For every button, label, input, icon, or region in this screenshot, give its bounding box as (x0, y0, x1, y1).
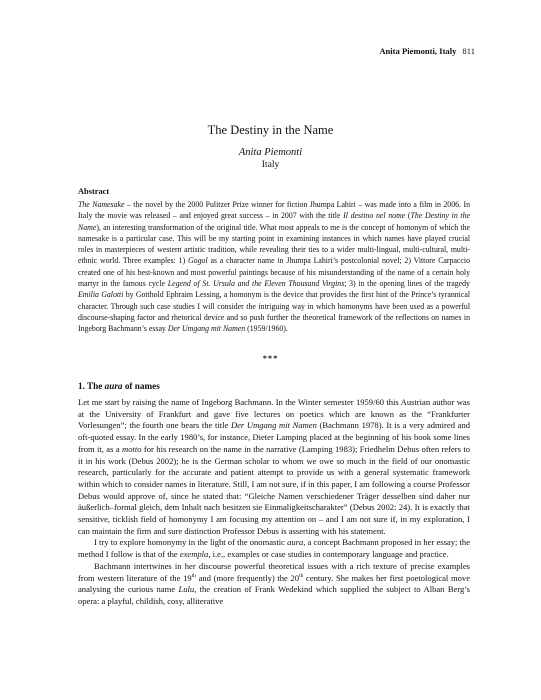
abstract-italic: Legend of St. Ursula and the Eleven Thousand Virgins (167, 279, 345, 289)
running-head-author: Anita Piemonti, Italy (379, 46, 457, 56)
italic-run: motto (122, 443, 142, 454)
text-run: I try to explore homonymy in the light of the onomastic (94, 537, 288, 548)
superscript: th (191, 572, 196, 579)
text-run: Let me start by raising the name of Ingeborg Bachmann. In the Winter semester 1959/60 this Austrian author was at the University of Frankfurt and gave five lectures on poetics which are known as the “Frankfurter Vorlesungen”; the fourth one bears the title (78, 397, 470, 431)
section-heading-text: of names (122, 381, 160, 391)
abstract-italic: Gogol (188, 256, 208, 266)
section-heading-italic: aura (104, 381, 123, 391)
abstract-text-run: as a character name in Jhumpa Lahiri’s postcolonial novel; 2) Vittore Carpaccio created one of his best-known and most powerful paintings because of his misunderstanding of the name of a certain holy martyr in the famous cycle (78, 256, 470, 289)
text-run: Bachmann intertwines in her discourse powerful theoretical issues with a rich texture of precise examples from western literature of the 19 (78, 560, 470, 583)
text-run: , i.e., examples or case studies in contemporary language and practice. (208, 549, 449, 560)
text-run: , the creation of Frank Wedekind which supplied the subject to Alban Berg’s opera: a playful, childish, cosy, alliterative (78, 584, 470, 606)
abstract-paragraph (78, 199, 470, 335)
abstract-text-run: ), an interesting transformation of the original title. What most appeals to me is the concept of homonym of which the namesake is a particular case. This will be my starting point in examining instances in which names have played crucial roles in masterpieces of western artistic tradition, while revealing their ties to a wider multi-lingual, multi-cultural, multi-ethnic world. Three examples: 1) (78, 222, 470, 266)
page-number: 811 (462, 46, 475, 56)
section-separator: *** (262, 354, 279, 363)
abstract-heading: Abstract (78, 187, 110, 196)
abstract-text (78, 199, 470, 335)
abstract-italic: The Namesake (78, 200, 125, 209)
body-text (78, 397, 470, 608)
text-run: for his research on the name in the narrative (Lamping 1983); Friedhelm Debus often refers to it in his work (Debus 2002); he is the German scholar to whom we owe so much in the field of our onomastic research, particularly for the accurate and patient attempt to provide us with a general systematic framework within which to consider names in literature. Still, I am not sure, if in this paper, I am following a course Professor Debus would approve of, since he stated that: “Gleiche Namen verschiedener Träger desselben sind daher nur äußerlich–formal gleich, dem Inhalt nach besitzen sie Einmaligkeitscharakter” (Debus 2002: 24). It is exactly that sensitive, ticklish field of homonymy I am focusing my attention on – and I am not sure if, in my exploration, I can maintain the firm and sure distinction Professor Debus is asserting with his statement. (78, 443, 471, 536)
author-affiliation: Italy (261, 159, 280, 170)
author-name: Anita Piemonti (238, 147, 303, 158)
text-run: and (more frequently) the 20 (195, 572, 300, 583)
body-paragraph-3 (78, 561, 470, 608)
italic-run: Lulu (178, 584, 195, 595)
abstract-text-run: ; 3) in the opening lines of the tragedy (344, 279, 470, 289)
abstract-text-run: – the novel by the 2000 Pulitzer Prize winner for fiction Jhumpa Lahiri – was made into a film in 2006. In Italy the movie was released – and enjoyed great success – in 2007 with the title (78, 200, 470, 221)
abstract-italic: Emilia Galotti (78, 290, 124, 300)
abstract-italic: The Destiny in the Name (78, 211, 471, 232)
abstract-text-run: ( (405, 211, 411, 221)
text-run: (Bachmann 1978). It is a very admired and oft-quoted essay. In the early 1980’s, for instance, Dieter Lamping placed at the beginning of his book some lines from it, as a (78, 420, 470, 454)
italic-run: Der Umgang mit Namen (230, 420, 317, 431)
running-head (379, 46, 475, 56)
abstract-italic: Der Umgang mit Namen (167, 324, 246, 334)
italic-run: aura (287, 537, 304, 548)
paper-title: The Destiny in the Name (207, 123, 334, 137)
superscript: th (299, 572, 304, 579)
italic-run: exempla (179, 549, 209, 560)
body-paragraph-1 (78, 397, 470, 537)
body-paragraph-2 (78, 537, 470, 560)
abstract-text-run: by Gotthold Ephraim Lessing, a homonym is the device that provides the first hint of the Prince’s tyrannical character. Through such case studies I will consider the intriguing way in which homonyms have been used as a powerful discourse-shaping factor and rhetorical device and so push further the theoretical framework of the reflections on names in Ingeborg Bachmann’s essay (78, 290, 470, 334)
abstract-text-run: (1959/1960). (245, 324, 288, 334)
abstract-italic: Il destino nel nome (343, 211, 406, 221)
text-run: century. She makes her first poetological move analysing the curious name (78, 572, 470, 595)
section-heading (78, 381, 160, 391)
section-heading-text: 1. The (78, 381, 105, 391)
text-run: , a concept Bachmann proposed in her essay; the method I follow is that of the (78, 537, 470, 560)
